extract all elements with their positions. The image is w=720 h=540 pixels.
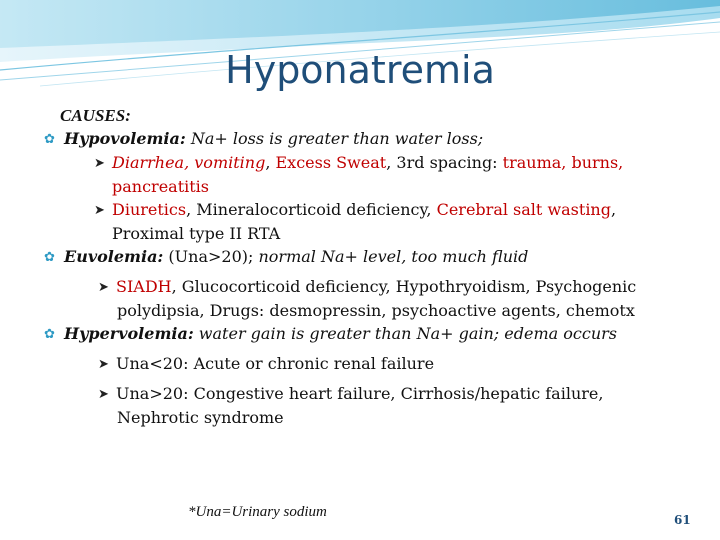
slide-title: Hyponatremia [225,48,495,92]
hypovolemia-item-2: ➤ Diuretics, Mineralocorticoid deficiency, Cerebral salt wasting, [60,198,710,222]
leaf-bullet-icon: ✿ [44,327,55,342]
arrow-bullet-icon: ➤ [98,387,109,402]
euvolemia-bullet: ✿ Euvolemia: (Una>20); normal Na+ level, too much fluid [44,245,694,269]
page-number: 61 [674,513,691,527]
arrow-bullet-icon: ➤ [94,203,105,218]
causes-heading: CAUSES: [60,106,131,125]
leaf-bullet-icon: ✿ [44,250,55,265]
arrow-bullet-icon: ➤ [98,357,109,372]
footnote: *Una=Urinary sodium [188,504,327,520]
hypovolemia-item-2-cont: Proximal type II RTA [112,224,281,243]
hypovolemia-item-1: ➤ Diarrhea, vomiting, Excess Sweat, 3rd spacing: trauma, burns, [60,151,710,175]
hypervolemia-item-2-cont: Nephrotic syndrome [117,408,284,427]
euvolemia-item-1: ➤ SIADH, Glucocorticoid deficiency, Hypothryoidism, Psychogenic [60,275,710,299]
hypervolemia-item-1: ➤ Una<20: Acute or chronic renal failure [60,352,710,376]
hypervolemia-item-2: ➤ Una>20: Congestive heart failure, Cirrhosis/hepatic failure, [60,382,710,406]
slide-body [44,104,710,429]
hypovolemia-item-1-cont: pancreatitis [112,177,210,196]
leaf-bullet-icon: ✿ [44,132,55,147]
arrow-bullet-icon: ➤ [98,280,109,295]
euvolemia-item-1-cont: polydipsia, Drugs: desmopressin, psychoactive agents, chemotx [117,301,635,320]
hypervolemia-bullet: ✿ Hypervolemia: water gain is greater than Na+ gain; edema occurs [44,322,694,346]
hypovolemia-bullet: ✿ Hypovolemia: Na+ loss is greater than water loss; [44,127,694,151]
arrow-bullet-icon: ➤ [94,156,105,171]
